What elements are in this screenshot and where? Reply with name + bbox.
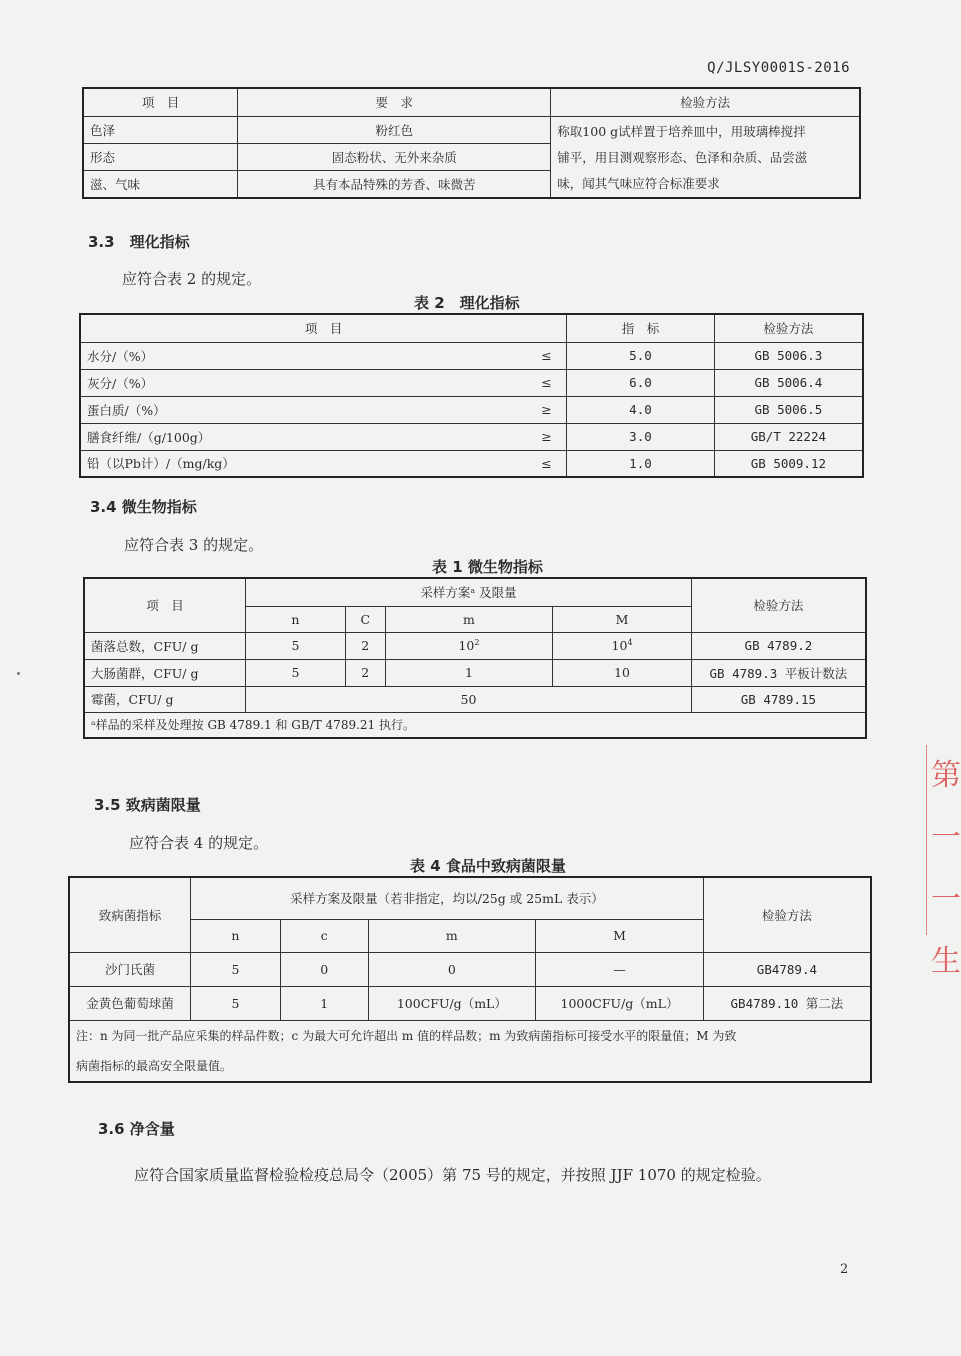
subheader-M: M bbox=[536, 919, 704, 952]
table-cell: 5 bbox=[246, 632, 346, 659]
table-cell bbox=[553, 632, 692, 659]
table-cell: 3.0 bbox=[567, 423, 715, 450]
value-base: 10 bbox=[458, 638, 475, 654]
table-cell: 1 bbox=[280, 986, 368, 1020]
table-cell: 滋、气味 bbox=[83, 170, 238, 197]
header-item: 致病菌指标 bbox=[69, 877, 191, 952]
table-cell: 菌落总数，CFU/ g bbox=[84, 632, 246, 659]
header-sampling-plan: 采样方案及限量（若非指定，均以/25g 或 25mL 表示） bbox=[191, 877, 704, 919]
header-sampling-plan: 采样方案ᵃ 及限量 bbox=[246, 578, 692, 606]
seal-char: 一 bbox=[931, 882, 961, 917]
table-cell: 大肠菌群，CFU/ g bbox=[84, 659, 246, 686]
subheader-n: n bbox=[246, 606, 346, 632]
header-method: 检验方法 bbox=[714, 314, 863, 342]
table-cell: GB 5006.3 bbox=[714, 342, 863, 369]
table-cell: 水分/（%） bbox=[80, 342, 527, 369]
table-cell: 6.0 bbox=[567, 369, 715, 396]
table-cell: 5 bbox=[191, 952, 281, 986]
header-method: 检验方法 bbox=[703, 877, 871, 952]
table-cell: 1 bbox=[385, 659, 553, 686]
table-cell: 10 bbox=[553, 659, 692, 686]
value-base: 10 bbox=[611, 638, 628, 654]
table-cell bbox=[385, 632, 553, 659]
header-indicator: 指 标 bbox=[567, 314, 715, 342]
microbiological-table bbox=[83, 577, 867, 739]
table-caption: 表 4 食品中致病菌限量 bbox=[410, 857, 566, 875]
table-cell: 具有本品特殊的芳香、味微苦 bbox=[238, 170, 551, 197]
section-heading: 3.6 净含量 bbox=[98, 1120, 175, 1138]
table-cell: 金黄色葡萄球菌 bbox=[69, 986, 191, 1020]
subheader-c: C bbox=[345, 606, 385, 632]
seal-char: 生 bbox=[931, 944, 961, 979]
header-item: 项 目 bbox=[83, 88, 238, 116]
table-cell: 粉红色 bbox=[238, 116, 551, 143]
value-exponent: 4 bbox=[627, 637, 633, 647]
pathogen-table bbox=[68, 876, 872, 1083]
subheader-n: n bbox=[191, 919, 281, 952]
table-cell: 1000CFU/g（mL） bbox=[536, 986, 704, 1020]
table-cell: 50 bbox=[246, 686, 692, 712]
table-cell: 5.0 bbox=[567, 342, 715, 369]
table-cell: 4.0 bbox=[567, 396, 715, 423]
seal-char: 一 bbox=[931, 820, 961, 855]
section-heading: 3.4 微生物指标 bbox=[90, 498, 197, 516]
seal-char: 第 bbox=[931, 758, 961, 793]
table-cell: GB 5006.4 bbox=[714, 369, 863, 396]
table-cell: 2 bbox=[345, 659, 385, 686]
table-cell: GB 5006.5 bbox=[714, 396, 863, 423]
table-cell: 5 bbox=[191, 986, 281, 1020]
section-heading: 3.5 致病菌限量 bbox=[94, 796, 201, 814]
section-text: 应符合表 2 的规定。 bbox=[122, 270, 262, 288]
header-requirement: 要 求 bbox=[238, 88, 551, 116]
section-text: 应符合表 4 的规定。 bbox=[129, 834, 269, 852]
table-cell: 100CFU/g（mL） bbox=[368, 986, 536, 1020]
method-line: 味，闻其气味应符合标准要求 bbox=[557, 175, 720, 191]
page-number: 2 bbox=[840, 1262, 849, 1277]
table-cell: 0 bbox=[368, 952, 536, 986]
method-cell bbox=[551, 116, 860, 198]
note-line: 注：n 为同一批产品应采集的样品件数；c 为最大可允许超出 m 值的样品数；m 为致病菌指标可接受水平的限量值；M 为致 bbox=[76, 1028, 737, 1043]
header-item: 项 目 bbox=[80, 314, 567, 342]
table-cell: 形态 bbox=[83, 143, 238, 170]
table-cell: 5 bbox=[246, 659, 346, 686]
table-cell: 膳食纤维/（g/100g） bbox=[80, 423, 527, 450]
table-cell: 1.0 bbox=[567, 450, 715, 477]
table-cell: 铅（以Pb计）/（mg/kg） bbox=[80, 450, 527, 477]
table-cell: GB4789.4 bbox=[703, 952, 871, 986]
note-line: 病菌指标的最高安全限量值。 bbox=[76, 1058, 233, 1073]
table-cell: GB 5009.12 bbox=[714, 450, 863, 477]
subheader-M: M bbox=[553, 606, 692, 632]
subheader-m: m bbox=[368, 919, 536, 952]
table-cell: 霉菌，CFU/ g bbox=[84, 686, 246, 712]
table-cell: 蛋白质/（%） bbox=[80, 396, 527, 423]
section-text: 应符合国家质量监督检验检疫总局令（2005）第 75 号的规定，并按照 JJF 1070 的规定检验。 bbox=[134, 1166, 771, 1184]
table-cell: 色泽 bbox=[83, 116, 238, 143]
table-cell: GB/T 22224 bbox=[714, 423, 863, 450]
operator-cell: ≥ bbox=[527, 396, 567, 423]
header-item: 项 目 bbox=[84, 578, 246, 632]
table-cell: GB 4789.15 bbox=[691, 686, 866, 712]
method-line: 称取100 g试样置于培养皿中，用玻璃棒搅拌 bbox=[557, 123, 806, 139]
operator-cell: ≤ bbox=[527, 369, 567, 396]
operator-cell: ≤ bbox=[527, 450, 567, 477]
method-line: 铺平，用目测观察形态、色泽和杂质、品尝滋 bbox=[557, 149, 808, 165]
section-text: 应符合表 3 的规定。 bbox=[124, 536, 264, 554]
table-cell: 灰分/（%） bbox=[80, 369, 527, 396]
table-cell: GB4789.10 第二法 bbox=[703, 986, 871, 1020]
document-code: Q/JLSY0001S-2016 bbox=[707, 60, 850, 76]
table-note bbox=[69, 1020, 871, 1082]
operator-cell: ≥ bbox=[527, 423, 567, 450]
table-cell: — bbox=[536, 952, 704, 986]
table-cell: 0 bbox=[280, 952, 368, 986]
operator-cell: ≤ bbox=[527, 342, 567, 369]
table-cell: 2 bbox=[345, 632, 385, 659]
table-cell: GB 4789.2 bbox=[691, 632, 866, 659]
section-heading: 3.3 理化指标 bbox=[88, 233, 190, 251]
stamp-seal bbox=[926, 745, 961, 979]
value-exponent: 2 bbox=[474, 637, 480, 647]
header-method: 检验方法 bbox=[691, 578, 866, 632]
subheader-m: m bbox=[385, 606, 553, 632]
table-caption: 表 2 理化指标 bbox=[414, 294, 520, 312]
header-method: 检验方法 bbox=[551, 88, 860, 116]
physicochemical-table bbox=[79, 313, 864, 478]
table-cell: GB 4789.3 平板计数法 bbox=[691, 659, 866, 686]
sensory-table bbox=[82, 87, 861, 199]
subheader-c: c bbox=[280, 919, 368, 952]
table-note: ᵃ样品的采样及处理按 GB 4789.1 和 GB/T 4789.21 执行。 bbox=[84, 712, 866, 738]
table-cell: 固态粉状、无外来杂质 bbox=[238, 143, 551, 170]
table-caption: 表 1 微生物指标 bbox=[432, 558, 543, 576]
scan-speck bbox=[17, 672, 20, 675]
table-cell: 沙门氏菌 bbox=[69, 952, 191, 986]
